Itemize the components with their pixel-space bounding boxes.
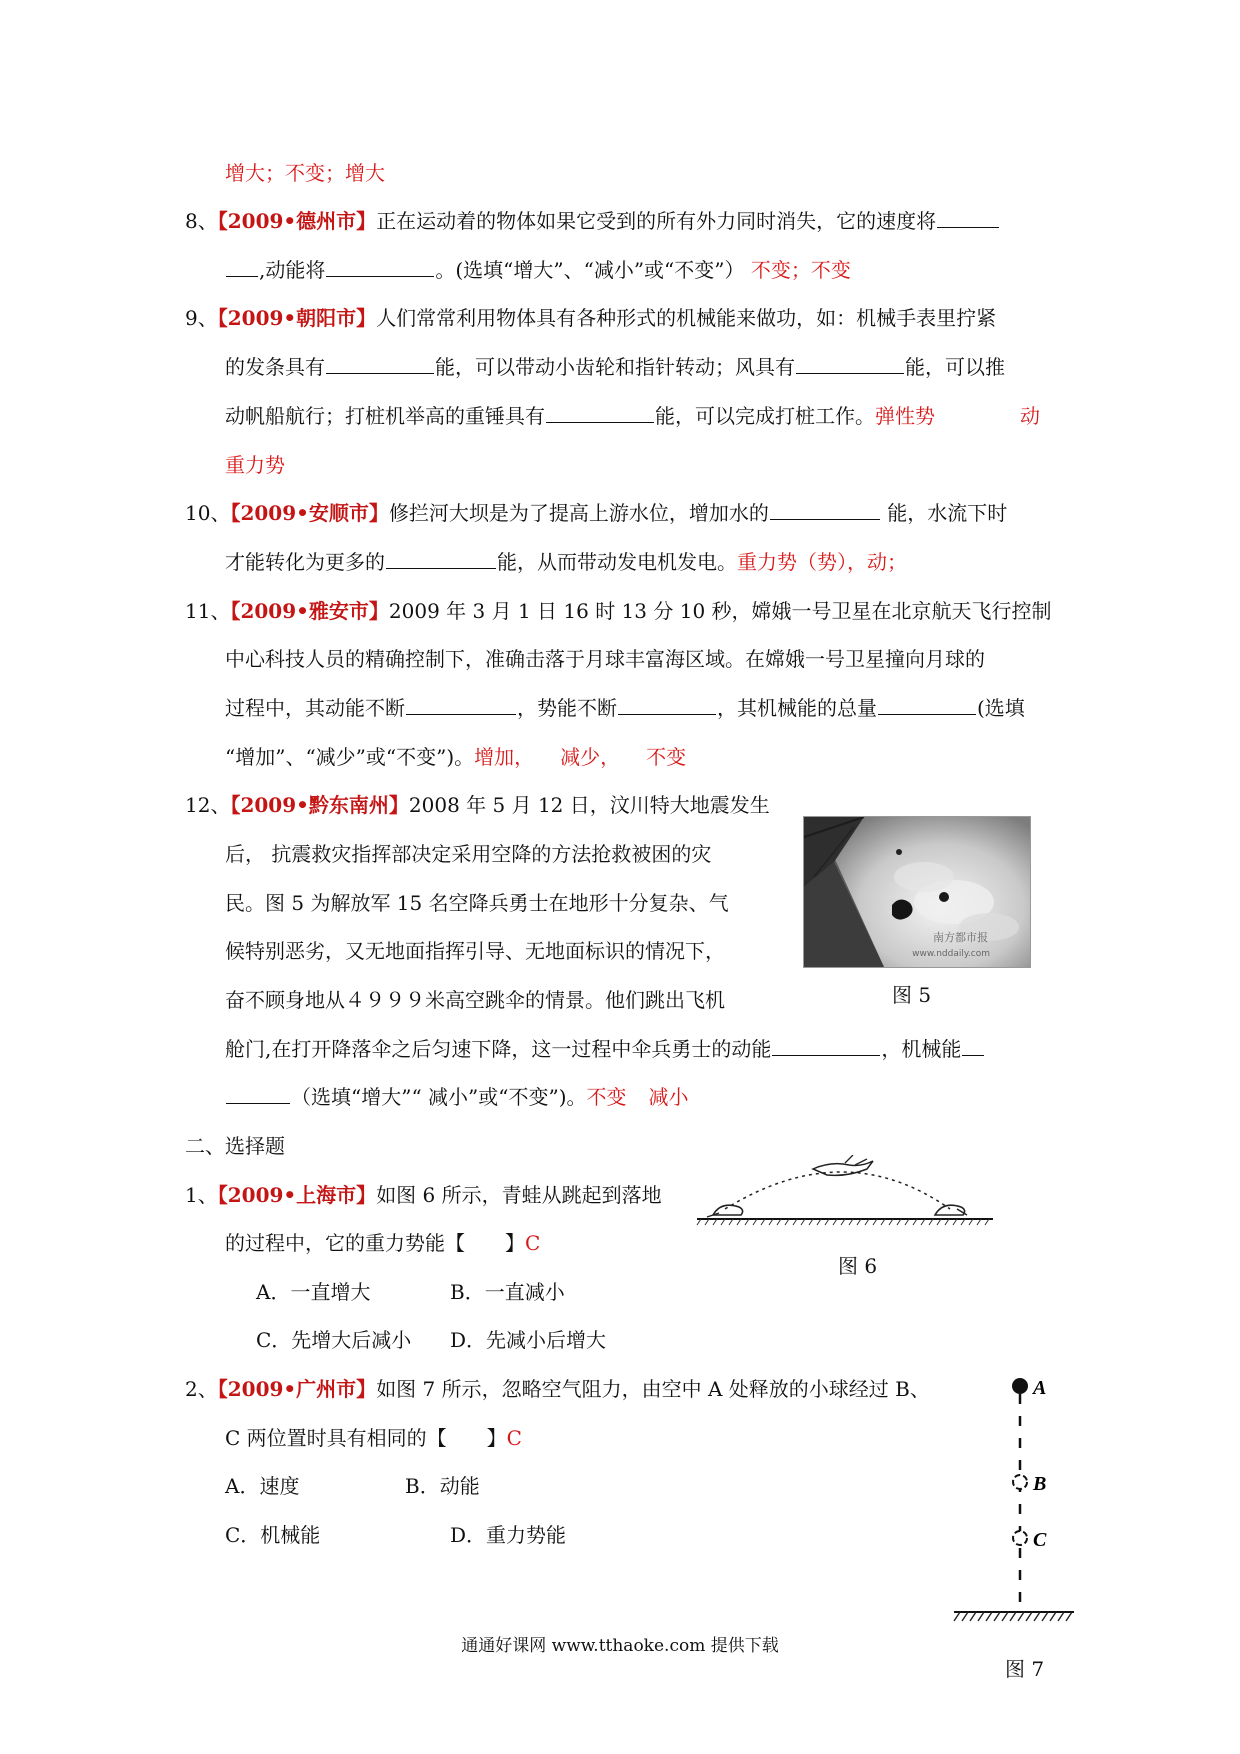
choice-2-option-a: A．速度 bbox=[225, 1474, 300, 1498]
choice-1-option-c: C．先增大后减小 bbox=[256, 1328, 412, 1352]
choice-2-line-2 bbox=[225, 1423, 522, 1453]
frog-end-icon bbox=[935, 1205, 967, 1215]
question-text: 能，从而带动发电机发电。 bbox=[497, 550, 737, 574]
question-text: 过程中，其动能不断 bbox=[225, 696, 405, 720]
question-number: 12、 bbox=[185, 793, 231, 817]
question-text: 2009 年 3 月 1 日 16 时 13 分 10 秒，嫦娥一号卫星在北京航天飞行控制 bbox=[388, 599, 1052, 623]
figure-7-caption: 图 7 bbox=[1005, 1657, 1045, 1681]
question-8-line-1 bbox=[185, 206, 1000, 236]
photo-watermark-url: www.nddaily.com bbox=[912, 949, 990, 959]
question-text: ，势能不断 bbox=[517, 696, 617, 720]
answer-blank bbox=[937, 207, 999, 228]
question-text: 能，可以推 bbox=[905, 355, 1005, 379]
choice-1-line-1 bbox=[185, 1180, 662, 1210]
answer-text: 减小 bbox=[648, 1085, 689, 1109]
question-text: ，机械能 bbox=[881, 1037, 962, 1061]
answer-text: 重力势 bbox=[225, 453, 285, 477]
question-text: C 两位置时具有相同的【 】 bbox=[225, 1426, 507, 1450]
answer-blank bbox=[326, 353, 434, 374]
answer-blank bbox=[226, 1083, 290, 1104]
answer-blank bbox=[386, 548, 496, 569]
question-text: 如图 6 所示，青蛙从跳起到落地 bbox=[376, 1183, 662, 1207]
answer-blank bbox=[770, 499, 880, 520]
question-text: (选填 bbox=[977, 696, 1025, 720]
question-source: 【2009•安顺市】 bbox=[230, 501, 389, 525]
question-12-line-3: 民。图 5 为解放军 15 名空降兵勇士在地形十分复杂、气 bbox=[225, 891, 729, 915]
question-number: 10、 bbox=[185, 501, 231, 525]
answer-blank bbox=[226, 256, 258, 277]
answer-text: 弹性势 bbox=[875, 404, 935, 428]
question-12-line-2: 后， 抗震救灾指挥部决定采用空降的方法抢救被困的灾 bbox=[225, 842, 712, 866]
question-text: 。(选填“增大”、“减小”或“不变”） bbox=[435, 258, 745, 282]
question-number: 2、 bbox=[185, 1377, 218, 1401]
answer-text: 动 bbox=[1020, 404, 1040, 428]
question-text: 能，可以带动小齿轮和指针转动；风具有 bbox=[435, 355, 795, 379]
answer-text: 重力势（势），动； bbox=[737, 550, 907, 574]
answer-blank bbox=[796, 353, 904, 374]
question-text: ，其机械能的总量 bbox=[717, 696, 877, 720]
answer-blank bbox=[546, 402, 654, 423]
question-12-line-6 bbox=[225, 1034, 985, 1064]
question-source: 【2009•雅安市】 bbox=[230, 599, 389, 623]
choice-2-option-d: D．重力势能 bbox=[450, 1523, 567, 1547]
answer-blank bbox=[326, 256, 434, 277]
answer-blank bbox=[406, 694, 516, 715]
answer-text: 增加， bbox=[474, 745, 535, 769]
question-11-line-1 bbox=[185, 596, 1052, 626]
answer-text: C bbox=[506, 1426, 522, 1450]
question-text: 如图 7 所示，忽略空气阻力，由空中 A 处释放的小球经过 B、 bbox=[376, 1377, 930, 1401]
question-number: 11、 bbox=[185, 599, 231, 623]
question-number: 8、 bbox=[185, 209, 218, 233]
question-text: 的过程中，它的重力势能【 】 bbox=[225, 1231, 525, 1255]
question-11-line-4 bbox=[225, 742, 686, 772]
question-text: 正在运动着的物体如果它受到的所有外力同时消失，它的速度将 bbox=[376, 209, 937, 233]
question-12-line-1 bbox=[185, 790, 770, 820]
question-9-line-3 bbox=[225, 401, 935, 431]
choice-1-option-a: A．一直增大 bbox=[256, 1280, 371, 1304]
previous-answer: 增大；不变；增大 bbox=[225, 161, 385, 185]
question-number: 1、 bbox=[185, 1183, 218, 1207]
question-text: 修拦河大坝是为了提高上游水位，增加水的 bbox=[388, 501, 769, 525]
question-source: 【2009•上海市】 bbox=[217, 1183, 377, 1207]
section-heading: 二、选择题 bbox=[185, 1134, 285, 1158]
choice-1-option-d: D．先减小后增大 bbox=[450, 1328, 607, 1352]
question-9-line-1 bbox=[185, 303, 996, 333]
skydiving-photo bbox=[803, 816, 1031, 968]
ball-b-icon bbox=[1013, 1475, 1027, 1489]
question-text: 能，水流下时 bbox=[887, 501, 1008, 525]
answer-text: 不变 bbox=[586, 1085, 627, 1109]
skydiving-photo-graphic bbox=[804, 817, 1030, 967]
question-source: 【2009•朝阳市】 bbox=[217, 306, 377, 330]
question-text: “增加”、“减少”或“不变”)。 bbox=[225, 745, 475, 769]
question-text: （选填“增大”“ 减小”或“不变”)。 bbox=[291, 1085, 587, 1109]
question-source: 【2009•黔东南州】 bbox=[230, 793, 409, 817]
answer-text: C bbox=[525, 1231, 541, 1255]
question-10-line-1 bbox=[185, 498, 1007, 528]
answer-text: 减少， bbox=[560, 745, 621, 769]
frog-mid-icon bbox=[813, 1155, 873, 1175]
answer-text: 不变 bbox=[646, 745, 687, 769]
question-11-line-2: 中心科技人员的精确控制下，准确击落于月球丰富海区域。在嫦娥一号卫星撞向月球的 bbox=[225, 647, 985, 671]
frog-start-icon bbox=[707, 1205, 743, 1217]
question-text: 人们常常利用物体具有各种形式的机械能来做功，如：机械手表里拧紧 bbox=[376, 306, 997, 330]
question-11-line-3 bbox=[225, 693, 1025, 723]
point-b-label: B bbox=[1033, 1473, 1047, 1495]
answer-blank bbox=[962, 1035, 984, 1056]
question-number: 9、 bbox=[185, 306, 218, 330]
question-text: 动帆船航行；打桩机举高的重锤具有 bbox=[225, 404, 545, 428]
answer-blank bbox=[878, 694, 976, 715]
question-12-line-7 bbox=[225, 1082, 689, 1112]
answer-blank bbox=[772, 1035, 880, 1056]
question-text: ,动能将 bbox=[259, 258, 326, 282]
ball-drop-figure bbox=[950, 1372, 1080, 1622]
question-12-line-4: 候特别恶劣，又无地面指挥引导、无地面标识的情况下， bbox=[225, 939, 725, 963]
figure-6-caption: 图 6 bbox=[838, 1254, 878, 1278]
choice-1-line-2 bbox=[225, 1228, 540, 1258]
answer-blank bbox=[618, 694, 716, 715]
question-10-line-2 bbox=[225, 547, 907, 577]
question-text: 的发条具有 bbox=[225, 355, 325, 379]
ball-c-icon bbox=[1013, 1531, 1027, 1545]
choice-2-line-1 bbox=[185, 1374, 930, 1404]
point-c-label: C bbox=[1033, 1529, 1047, 1551]
choice-1-option-b: B．一直减小 bbox=[450, 1280, 565, 1304]
question-text: 舱门,在打开降落伞之后匀速下降，这一过程中伞兵勇士的动能 bbox=[225, 1037, 772, 1061]
figure-5-caption: 图 5 bbox=[892, 983, 932, 1007]
page-footer: 通通好课网 www.tthaoke.com 提供下载 bbox=[461, 1636, 779, 1656]
question-text: 能，可以完成打桩工作。 bbox=[655, 404, 875, 428]
choice-2-option-b: B．动能 bbox=[405, 1474, 480, 1498]
question-text: 2008 年 5 月 12 日，汶川特大地震发生 bbox=[408, 793, 770, 817]
frog-jump-figure bbox=[695, 1155, 995, 1230]
question-8-line-2 bbox=[225, 255, 851, 285]
question-9-line-2 bbox=[225, 352, 1005, 382]
question-text: 才能转化为更多的 bbox=[225, 550, 385, 574]
question-source: 【2009•德州市】 bbox=[217, 209, 377, 233]
question-source: 【2009•广州市】 bbox=[217, 1377, 377, 1401]
ball-a-icon bbox=[1012, 1378, 1028, 1394]
answer-text: 不变；不变 bbox=[750, 258, 851, 282]
choice-2-option-c: C．机械能 bbox=[225, 1523, 321, 1547]
point-a-label: A bbox=[1033, 1377, 1047, 1399]
photo-watermark: 南方都市报 bbox=[933, 931, 988, 944]
question-12-line-5: 奋不顾身地从４９９９米高空跳伞的情景。他们跳出飞机 bbox=[225, 988, 725, 1012]
